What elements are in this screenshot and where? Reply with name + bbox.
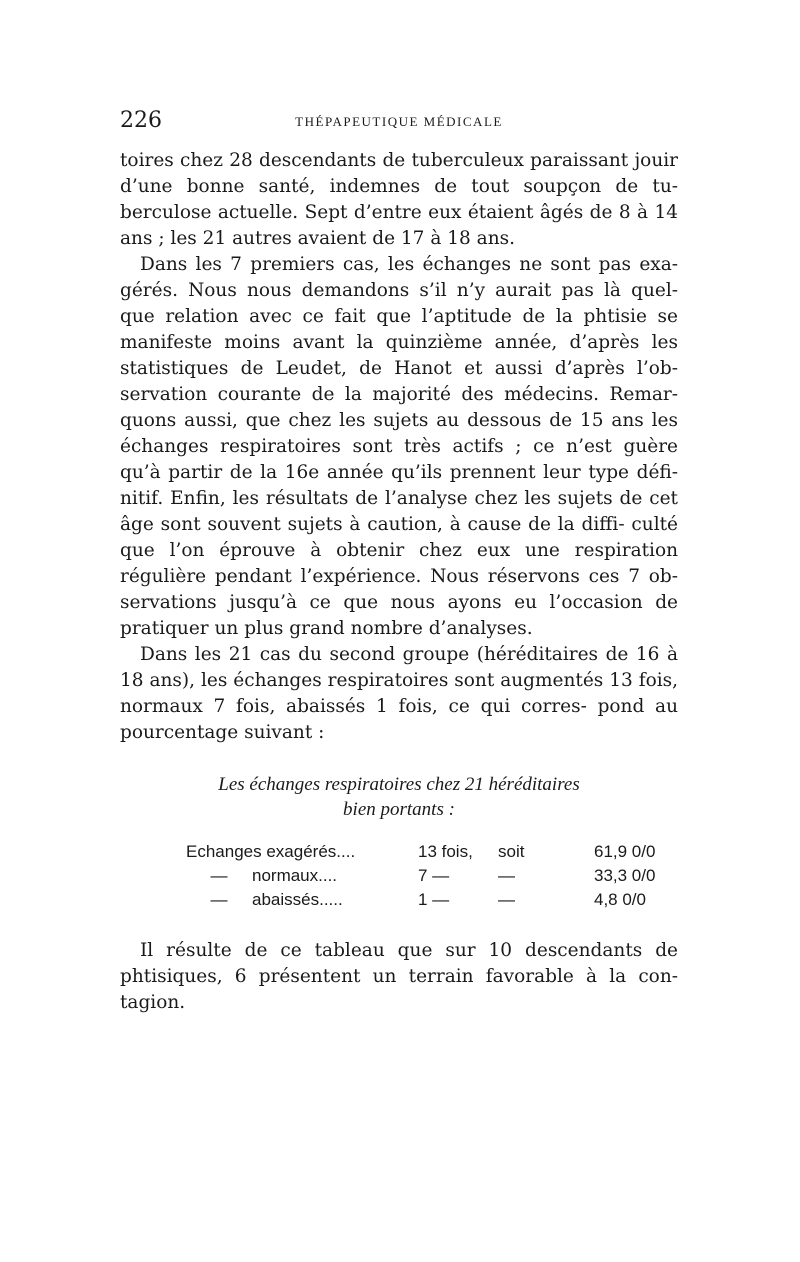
row-count: 1 — — [418, 890, 450, 909]
row-count: 7 — — [418, 866, 450, 885]
exchange-stats-table — [186, 840, 655, 912]
row-soit: soit — [498, 842, 525, 861]
paragraph-conclusion: Il résulte de ce tableau que sur 10 descendants de phtisiques, 6 présentent un terrain favorable à la con- tagion. — [120, 940, 678, 1013]
row-soit: — — [498, 890, 515, 909]
running-head — [120, 108, 678, 148]
table-caption — [120, 772, 678, 822]
row-label: Echanges exagérés.... — [186, 842, 356, 861]
caption-line-1: Les échanges respiratoires chez 21 héréditaires — [218, 774, 580, 795]
page-number: 226 — [120, 108, 162, 133]
table-row — [186, 840, 655, 864]
ditto-dash: — — [210, 866, 228, 885]
table-row — [186, 888, 655, 912]
book-page — [120, 108, 678, 1016]
row-label-cell — [186, 888, 418, 912]
row-percent: 33,3 0/0 — [594, 866, 656, 885]
row-label: normaux.... — [252, 866, 338, 885]
row-percent: 61,9 0/0 — [594, 842, 656, 861]
paragraph-continuation: toires chez 28 descendants de tuberculeux paraissant jouir d’une bonne santé, indemnes de tout soupçon de tu- berculose actuelle. Sept d’entre eux étaient âgés de 8 à 14 ans ; les 21 autres avaient de 17 à 18 ans. — [120, 150, 678, 249]
row-soit: — — [498, 866, 515, 885]
paragraph-first-cases: Dans les 7 premiers cas, les échanges ne sont pas exa- gérés. Nous nous demandons s’il n’y aurait pas là quel- que relation avec ce fait que l’aptitude de la phtisie se manifeste moins avant la quinzième année, d’après les statistiques de Leudet, de Hanot et aussi d’après l’ob- servation courante de la majorité des médecins. Remar- quons aussi, que chez les sujets au dessous de 15 ans les échanges respiratoires sont très actifs ; ce n’est guère qu’à partir de la 16e année qu’ils prennent leur type défi- nitif. Enfin, les résultats de l’analyse chez les sujets de cet âge sont souvent sujets à caution, à cause de la diffi- culté que l’on éprouve à obtenir chez eux une respiration régulière pendant l’expérience. Nous réservons ces 7 ob- servations jusqu’à ce que nous ayons eu l’occasion de pratiquer un plus grand nombre d’analyses. — [120, 254, 678, 639]
row-count: 13 fois, — [418, 842, 473, 861]
running-title: THÉPAPEUTIQUE MÉDICALE — [295, 114, 503, 129]
row-percent: 4,8 0/0 — [594, 890, 646, 909]
row-label-cell — [186, 864, 418, 888]
caption-line-2: bien portants : — [343, 799, 455, 820]
row-label: abaissés..... — [252, 890, 343, 909]
ditto-dash: — — [210, 890, 228, 909]
paragraph-second-group: Dans les 21 cas du second groupe (héréditaires de 16 à 18 ans), les échanges respiratoires sont augmentés 13 fois, normaux 7 fois, abaissés 1 fois, ce qui corres- pond au pourcentage suivant : — [120, 644, 678, 743]
table-row — [186, 864, 655, 888]
